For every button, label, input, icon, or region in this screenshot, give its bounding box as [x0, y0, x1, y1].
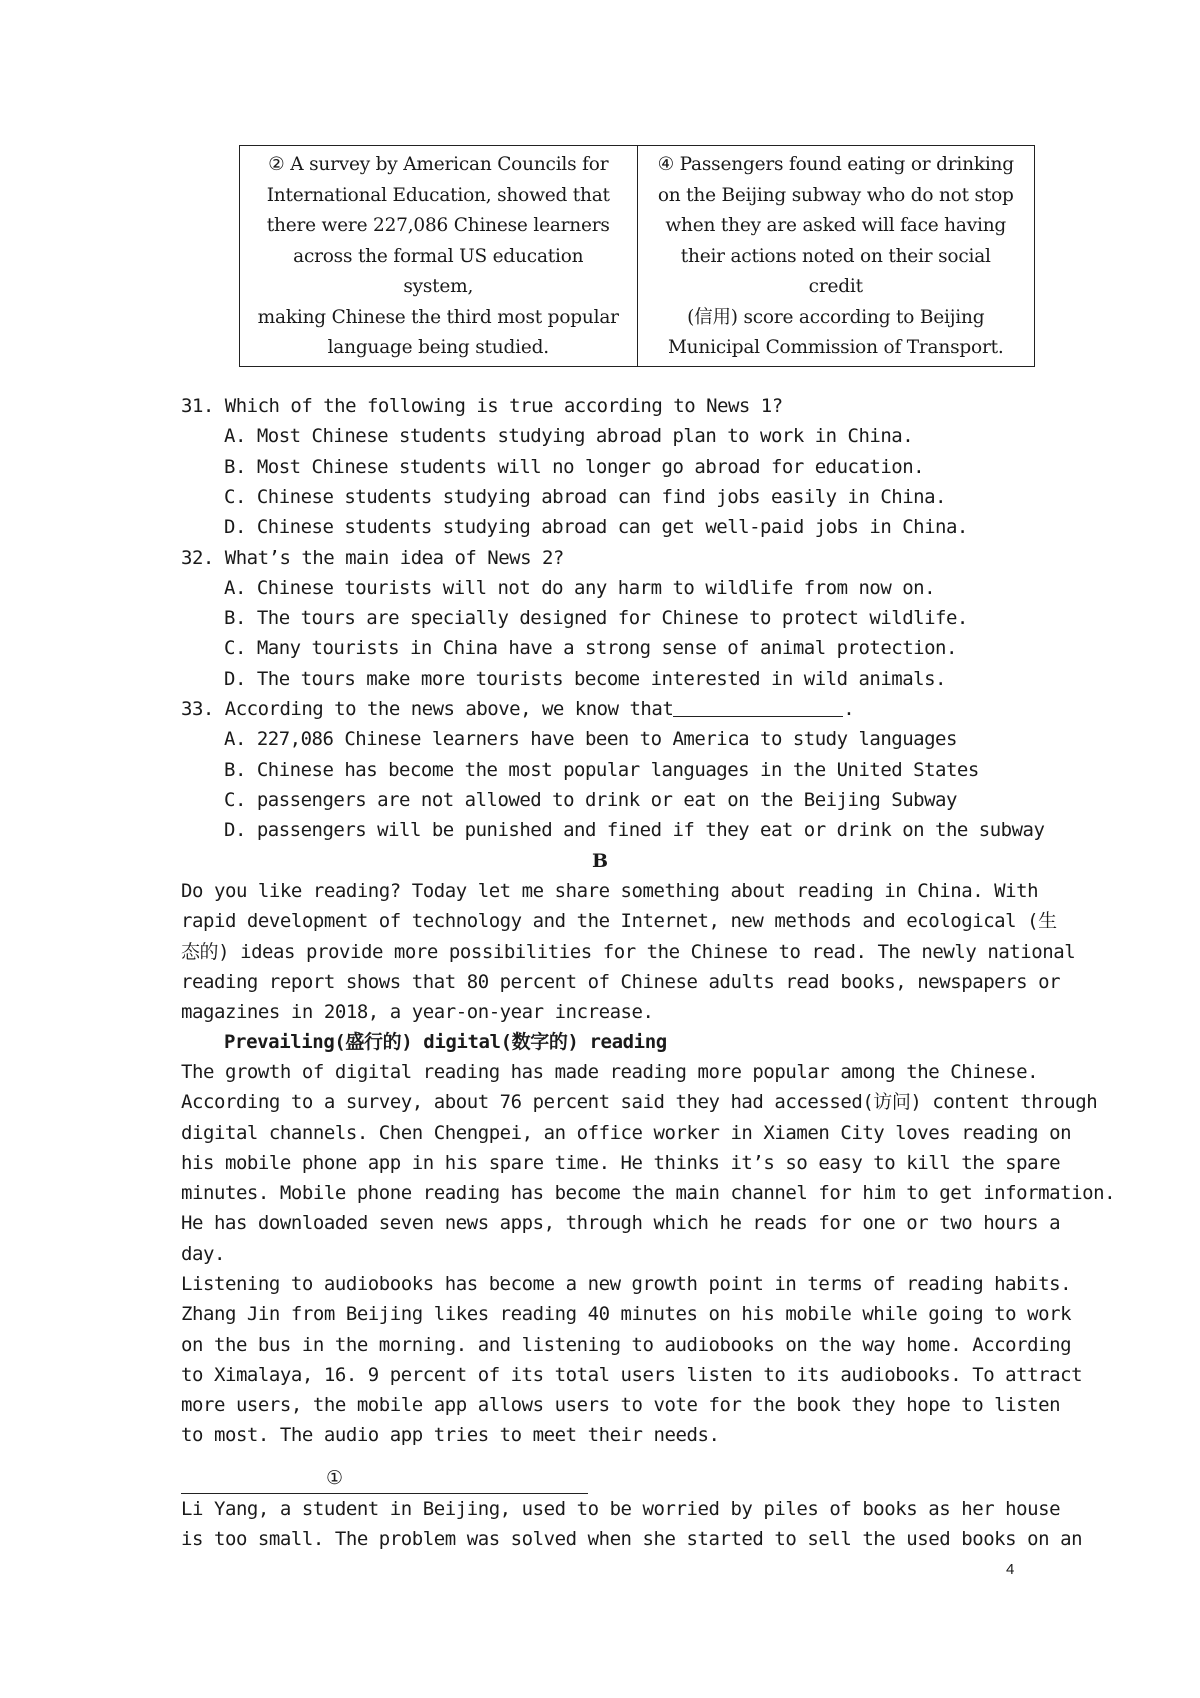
- option-a: A. Chinese tourists will not do any harm to wildlife from now on.: [224, 576, 936, 599]
- question-stem: 31. Which of the following is true according to News 1?: [181, 395, 783, 417]
- option-c: C. passengers are not allowed to drink or eat on the Beijing Subway: [224, 788, 957, 811]
- cell-line: language being studied.: [327, 337, 549, 358]
- answer-blank: [673, 696, 843, 717]
- question-stem: 32. What’s the main idea of News 2?: [181, 546, 564, 569]
- paragraph-digital-reading: [181, 1057, 1116, 1269]
- paragraph-line: He has downloaded seven news apps, through which he reads for one or two hours a: [181, 1212, 1061, 1235]
- option-a: A. 227,086 Chinese learners have been to America to study languages: [224, 728, 957, 751]
- option-d: D. The tours make more tourists become interested in wild animals.: [224, 667, 946, 690]
- paragraph-line: 态的) ideas provide more possibilities for the Chinese to read. The newly national: [181, 940, 1076, 963]
- paragraph-line: magazines in 2018, a year-on-year increase.: [181, 1001, 654, 1024]
- cell-line: their actions noted on their social: [680, 245, 991, 267]
- cell-line: ② A survey by American Councils for: [268, 154, 609, 175]
- page-number: 4: [1006, 1561, 1015, 1578]
- stem-text: 33. According to the news above, we know that: [181, 698, 674, 720]
- option-d: D. passengers will be punished and fined if they eat or drink on the subway: [224, 819, 1045, 842]
- paragraph-line: Zhang Jin from Beijing likes reading 40 minutes on his mobile while going to work: [181, 1303, 1072, 1326]
- question-32: [181, 543, 1041, 694]
- paragraph-audiobooks: [181, 1269, 1083, 1451]
- cell-line: (信用) score according to Beijing: [687, 306, 985, 328]
- option-c: C. Chinese students studying abroad can find jobs easily in China.: [224, 485, 946, 508]
- question-33: [181, 694, 1045, 845]
- paragraph-line: more users, the mobile app allows users to vote for the book they hope to listen: [181, 1394, 1061, 1417]
- news-cell-2: [240, 146, 638, 367]
- paragraph-line: Listening to audiobooks has become a new growth point in terms of reading habits.: [181, 1273, 1072, 1295]
- heading-blank: [181, 1463, 588, 1494]
- cell-line: system,: [403, 276, 474, 297]
- intro-paragraph: [181, 876, 1076, 1027]
- paragraph-line: rapid development of technology and the Internet, new methods and ecological (生: [181, 910, 1057, 933]
- blank-marker: ①: [325, 1467, 344, 1489]
- paragraph-line: is too small. The problem was solved when she started to sell the used books on an: [181, 1528, 1083, 1551]
- paragraph-line: digital channels. Chen Chengpei, an office worker in Xiamen City loves reading on: [181, 1121, 1072, 1144]
- cell-line: International Education, showed that: [266, 184, 610, 206]
- paragraph-line: his mobile phone app in his spare time. He thinks it’s so easy to kill the spare: [181, 1151, 1061, 1174]
- paragraph-line: on the bus in the morning. and listening to audiobooks on the way home. According: [181, 1333, 1072, 1356]
- option-d: D. Chinese students studying abroad can get well-paid jobs in China.: [224, 516, 968, 539]
- cell-line: across the formal US education: [293, 245, 584, 267]
- paragraph-line: Li Yang, a student in Beijing, used to be worried by piles of books as her house: [181, 1498, 1061, 1520]
- paragraph-used-books: [181, 1494, 1083, 1555]
- news-table: [239, 145, 1035, 367]
- stem-end: .: [843, 698, 855, 720]
- cell-line: there were 227,086 Chinese learners: [266, 215, 610, 236]
- section-heading-b: B: [591, 850, 609, 872]
- question-31: [181, 391, 1041, 542]
- option-b: B. Most Chinese students will no longer go abroad for education.: [224, 455, 925, 478]
- option-b: B. Chinese has become the most popular languages in the United States: [224, 758, 979, 781]
- option-b: B. The tours are specially designed for Chinese to protect wildlife.: [224, 607, 968, 630]
- cell-line: on the Beijing subway who do not stop: [657, 184, 1014, 206]
- option-c: C. Many tourists in China have a strong sense of animal protection.: [224, 637, 957, 660]
- paragraph-line: The growth of digital reading has made reading more popular among the Chinese.: [181, 1061, 1039, 1083]
- paragraph-line: to most. The audio app tries to meet their needs.: [181, 1424, 720, 1447]
- cell-line: credit: [808, 276, 863, 297]
- paragraph-line: Do you like reading? Today let me share something about reading in China. With: [181, 880, 1039, 902]
- paragraph-line: day.: [181, 1242, 225, 1265]
- option-a: A. Most Chinese students studying abroad plan to work in China.: [224, 425, 914, 448]
- paragraph-line: minutes. Mobile phone reading has become the main channel for him to get information.: [181, 1182, 1116, 1205]
- news-cell-4: [637, 146, 1035, 367]
- cell-line: Municipal Commission of Transport.: [667, 337, 1004, 358]
- paragraph-line: According to a survey, about 76 percent said they had accessed(访问) content through: [181, 1091, 1098, 1114]
- paragraph-line: reading report shows that 80 percent of Chinese adults read books, newspapers or: [181, 970, 1061, 993]
- question-stem: [181, 694, 1041, 724]
- paragraph-line: to Ximalaya, 16. 9 percent of its total users listen to its audiobooks. To attract: [181, 1363, 1083, 1386]
- cell-line: making Chinese the third most popular: [257, 306, 619, 328]
- cell-line: when they are asked will face having: [665, 215, 1007, 236]
- cell-line: ④ Passengers found eating or drinking: [657, 154, 1014, 175]
- subheading-digital-reading: Prevailing(盛行的) digital(数字的) reading: [224, 1031, 667, 1053]
